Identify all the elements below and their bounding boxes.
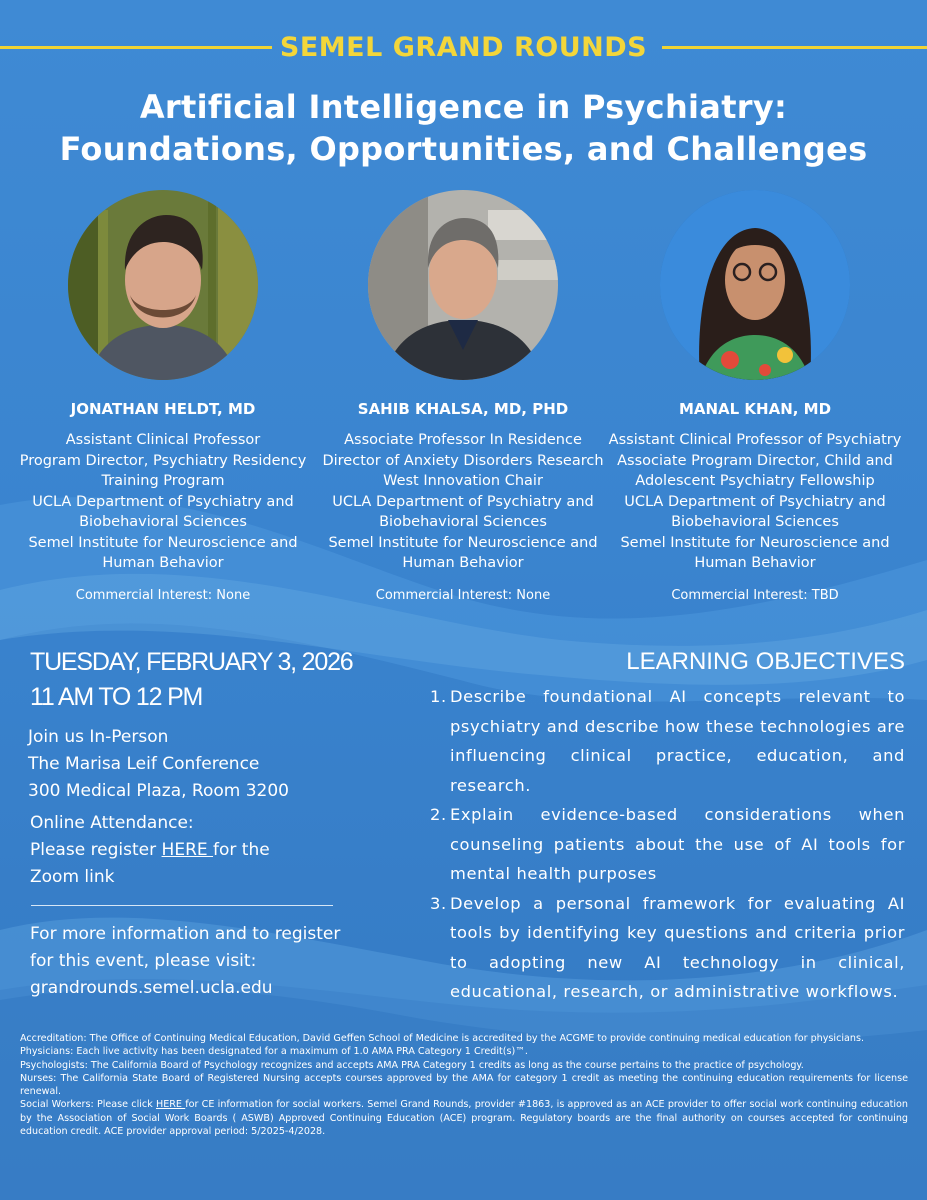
speaker-photo-khalsa: [368, 190, 558, 380]
learning-objectives-title: LEARNING OBJECTIVES: [626, 648, 905, 675]
speaker-title-line: Adolescent Psychiatry Fellowship: [635, 473, 875, 489]
speaker-title-line: Human Behavior: [102, 555, 224, 571]
speaker-name: JONATHAN HELDT, MD: [70, 400, 256, 418]
online-heading: Online Attendance:: [30, 813, 194, 833]
objective-number: 1.: [430, 687, 447, 706]
speaker-card-khan: [605, 400, 905, 603]
speaker-title-line: Assistant Clinical Professor: [65, 432, 261, 448]
commercial-interest: Commercial Interest: None: [75, 587, 251, 603]
objective-item: [430, 800, 905, 889]
speaker-title-line: UCLA Department of Psychiatry and: [332, 493, 594, 510]
series-title: SEMEL GRAND ROUNDS: [279, 32, 648, 63]
accreditation-footer: [20, 1032, 908, 1138]
physicians-statement: Physicians: Each live activity has been designated for a maximum of 1.0 AMA PRA Category 1 Credit(s)™.: [20, 1046, 528, 1058]
speaker-photo-khan: [660, 190, 850, 380]
venue-name: The Marisa Leif Conference: [28, 754, 260, 774]
social-workers-statement: [20, 1098, 908, 1138]
online-register-text: Please register: [30, 840, 162, 860]
online-register-text-end: for the: [213, 840, 270, 860]
in-person-heading: Join us In-Person: [28, 727, 169, 747]
commercial-interest: Commercial Interest: TBD: [671, 587, 839, 603]
speaker-title-line: Semel Institute for Neuroscience and: [328, 534, 598, 551]
speaker-title-line: UCLA Department of Psychiatry and: [32, 493, 294, 510]
objective-text: Describe foundational AI concepts relevant to psychiatry and describe how these technologies are influencing clinical practice, education, and research.: [450, 687, 905, 795]
social-workers-text: Social Workers: Please click: [20, 1099, 156, 1111]
speaker-name: SAHIB KHALSA, MD, PHD: [357, 400, 569, 418]
speaker-title-line: Biobehavioral Sciences: [379, 514, 547, 530]
event-time: 11 AM TO 12 PM: [30, 683, 203, 711]
objective-item: [430, 682, 905, 800]
speaker-card-heldt: [13, 400, 313, 603]
online-register-line: [30, 840, 270, 860]
commercial-interest: Commercial Interest: None: [375, 587, 551, 603]
speaker-card-khalsa: [313, 400, 613, 603]
social-workers-here-link[interactable]: HERE: [155, 1099, 186, 1111]
objective-text: Explain evidence-based considerations when counseling patients about the use of AI tools for mental health purposes: [450, 805, 905, 883]
speaker-title-line: Human Behavior: [402, 555, 524, 571]
section-divider: [31, 905, 333, 906]
objective-item: [430, 889, 905, 1007]
social-workers-text-end: for CE information for social workers. Semel Grand Rounds, provider #1863, is approved as an ACE provider to offer social work continuing education by the Association of Social Work Boards ( ASWB) Approved Continuing Education (ACE) program. Regulatory boards are the final authority on courses accepted for continuing education credit. ACE provider approval period: 5/2025-4/2028.: [20, 1099, 908, 1138]
event-title-line1: Artificial Intelligence in Psychiatry:: [139, 88, 788, 126]
objective-number: 3.: [430, 893, 447, 913]
accreditation-statement: Accreditation: The Office of Continuing Medical Education, David Geffen School of Medicine is accredited by the ACGME to provide continuing medical education for physicians.: [20, 1033, 865, 1044]
speaker-title-line: UCLA Department of Psychiatry and: [624, 493, 886, 510]
objective-text: Develop a personal framework for evaluating AI tools by identifying key questions and criteria prior to adopting new AI technology in clinical, educational, research, or administrative workflows.: [450, 893, 905, 1001]
event-date: TUESDAY, FEBRUARY 3, 2026: [30, 648, 353, 676]
speaker-title-line: Human Behavior: [694, 555, 816, 571]
speaker-title-line: Training Program: [101, 473, 225, 489]
speaker-title-line: Biobehavioral Sciences: [671, 514, 839, 530]
speaker-title-line: Director of Anxiety Disorders Research: [322, 452, 604, 469]
zoom-link-text: Zoom link: [30, 867, 115, 887]
speaker-title-line: Associate Professor In Residence: [344, 432, 582, 448]
speaker-title-line: Assistant Clinical Professor of Psychiatry: [608, 432, 902, 448]
speaker-title-line: Semel Institute for Neuroscience and: [620, 534, 890, 551]
venue-address: 300 Medical Plaza, Room 3200: [28, 781, 290, 801]
nurses-statement: Nurses: The California State Board of Registered Nursing accepts courses approved by the AMA for category 1 credit as meeting the continuing education requirements for license renewal.: [20, 1072, 908, 1098]
objective-number: 2.: [430, 805, 447, 824]
speaker-title-line: Program Director, Psychiatry Residency: [19, 452, 307, 469]
speaker-photo-heldt: [68, 190, 258, 380]
learning-objectives-list: [430, 682, 905, 1007]
speaker-name: MANAL KHAN, MD: [678, 400, 832, 418]
speaker-title-line: Biobehavioral Sciences: [79, 514, 247, 530]
info-line: For more information and to register: [30, 924, 341, 944]
info-line: for this event, please visit:: [30, 951, 257, 971]
speaker-title-line: Semel Institute for Neuroscience and: [28, 534, 298, 551]
register-here-link[interactable]: HERE: [161, 840, 214, 860]
info-url[interactable]: grandrounds.semel.ucla.edu: [30, 978, 273, 998]
speaker-title-line: Associate Program Director, Child and: [617, 452, 893, 469]
event-title-line2: Foundations, Opportunities, and Challenges: [59, 130, 868, 168]
psychologists-statement: Psychologists: The California Board of Psychology recognizes and accepts AMA PRA Category 1 credits as long as the course pertains to the practice of psychology.: [20, 1059, 804, 1071]
speaker-title-line: West Innovation Chair: [383, 473, 543, 489]
